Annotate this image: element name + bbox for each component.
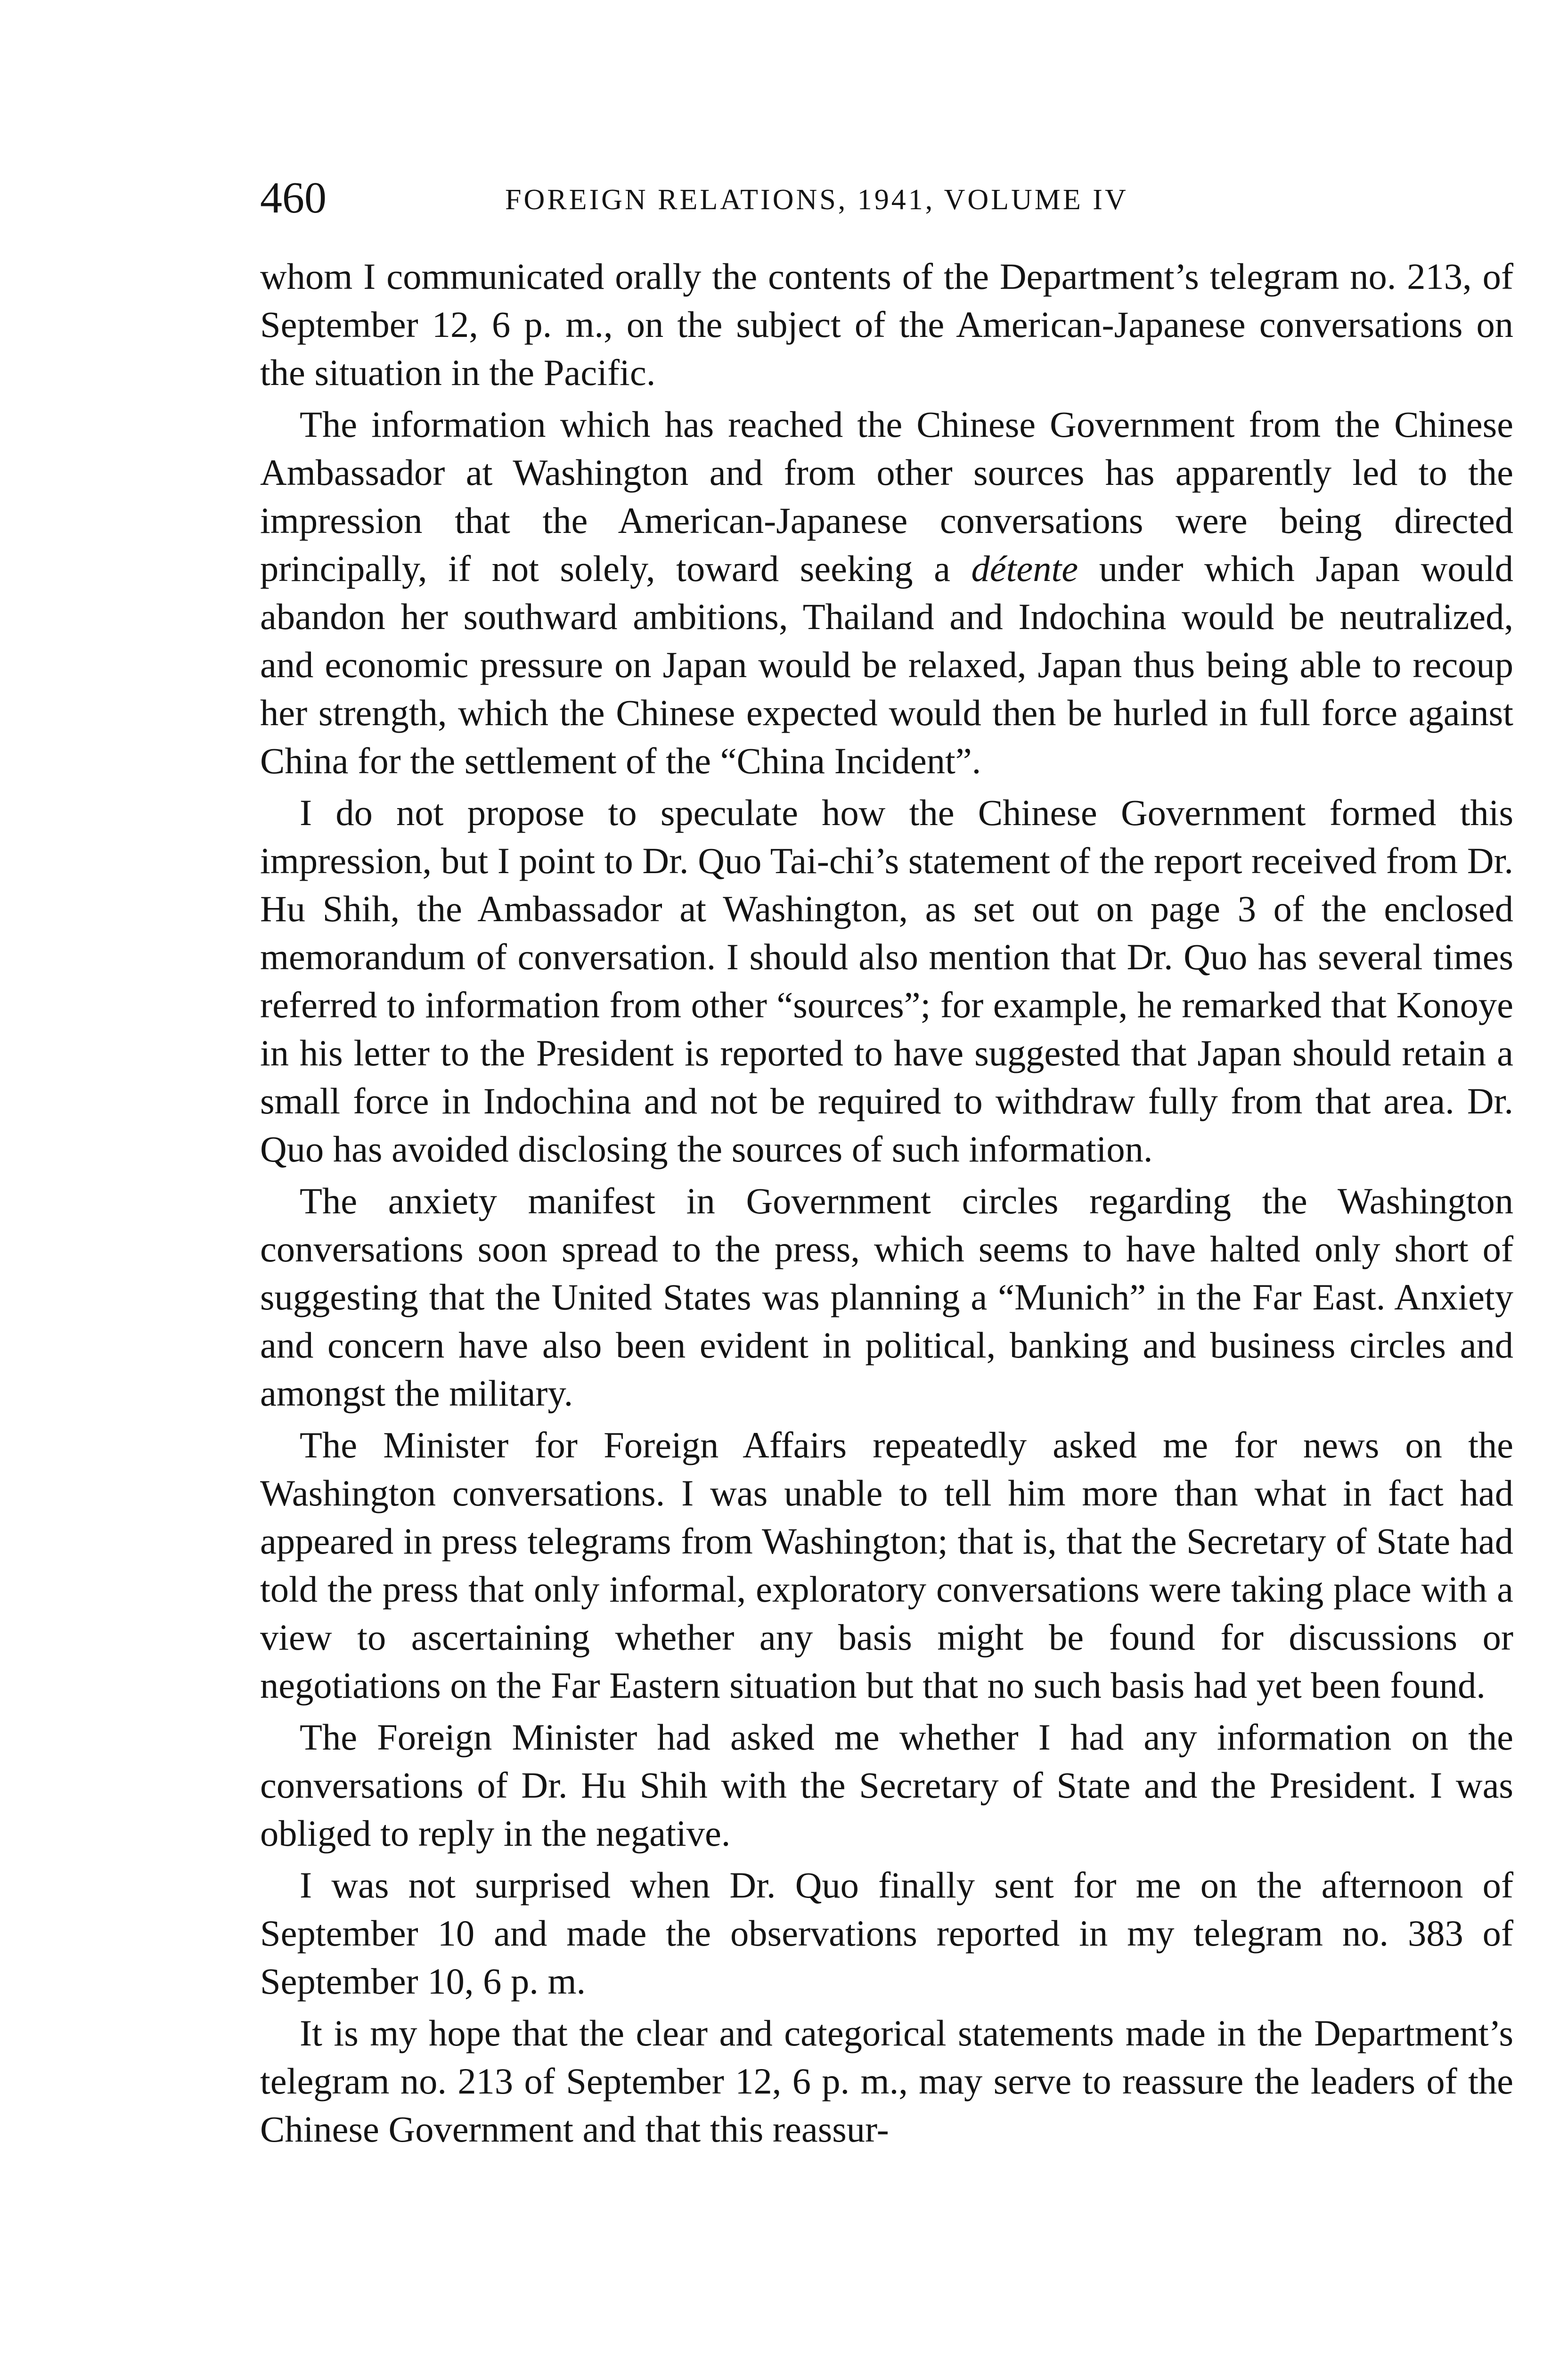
paragraph-information [260,401,1513,785]
paragraph-text: The information which has reached the Chinese Government from the Chinese Ambassador at Washington and from other sources has apparently led to the impression that the American-Japanese conversations were being directed principally, if not solely, toward seeking a [260,404,1513,589]
paragraph-speculation: I do not propose to speculate how the Chinese Government formed this impression, but I point to Dr. Quo Tai-chi’s statement of the report received from Dr. Hu Shih, the Ambassador at Washington, as set out on page 3 of the enclosed memorandum of conversation. I should also mention that Dr. Quo has several times referred to information from other “sources”; for example, he remarked that Konoye in his letter to the President is reported to have suggested that Japan should retain a small force in Indochina and not be required to withdraw fully from that area. Dr. Quo has avoided disclosing the sources of such information. [260,792,1513,1170]
paragraph-continuation: whom I communicated orally the contents of the Department’s telegram no. 213, of September 12, 6 p. m., on the subject of the American-Japanese conversations on the situation in the Pacific. [260,256,1513,393]
body-text [260,253,1513,2153]
emphasis-detente: détente [971,548,1078,589]
paragraph-anxiety: The anxiety manifest in Government circles regarding the Washington conversations soon spread to the press, which seems to have halted only short of suggesting that the United States was planning a “Munich” in the Far East. Anxiety and concern have also been evident in political, banking and business circles and amongst the military. [260,1180,1513,1414]
paragraph-text: under which Japan would abandon her southward ambitions, Thailand and Indochina would be neutralized, and economic pressure on Japan would be relaxed, Japan thus being able to recoup her strength, which the Chinese expected would then be hurled in full force against China for the settlement of the “China Incident”. [260,548,1513,781]
paragraph-foreign-minister: The Foreign Minister had asked me whether I had any information on the conversations of Dr. Hu Shih with the Secretary of State and the President. I was obliged to reply in the negative. [260,1717,1513,1854]
running-title: FOREIGN RELATIONS, 1941, VOLUME IV [505,184,1128,216]
page-number: 460 [260,173,327,222]
paragraph-minister: The Minister for Foreign Affairs repeatedly asked me for news on the Washington conversations. I was unable to tell him more than what in fact had appeared in press telegrams from Washington; that is, that the Secretary of State had told the press that only informal, exploratory conversations were taking place with a view to ascertaining whether any basis might be found for discussions or negotiations on the Far Eastern situation but that no such basis had yet been found. [260,1424,1513,1706]
running-header [260,170,1513,226]
paragraph-hope: It is my hope that the clear and categorical statements made in the Department’s telegram no. 213 of September 12, 6 p. m., may serve to reassure the leaders of the Chinese Government and that this reassur- [260,2012,1513,2150]
paragraph-not-surprised: I was not surprised when Dr. Quo finally sent for me on the afternoon of September 10 and made the observations reported in my telegram no. 383 of September 10, 6 p. m. [260,1865,1513,2002]
